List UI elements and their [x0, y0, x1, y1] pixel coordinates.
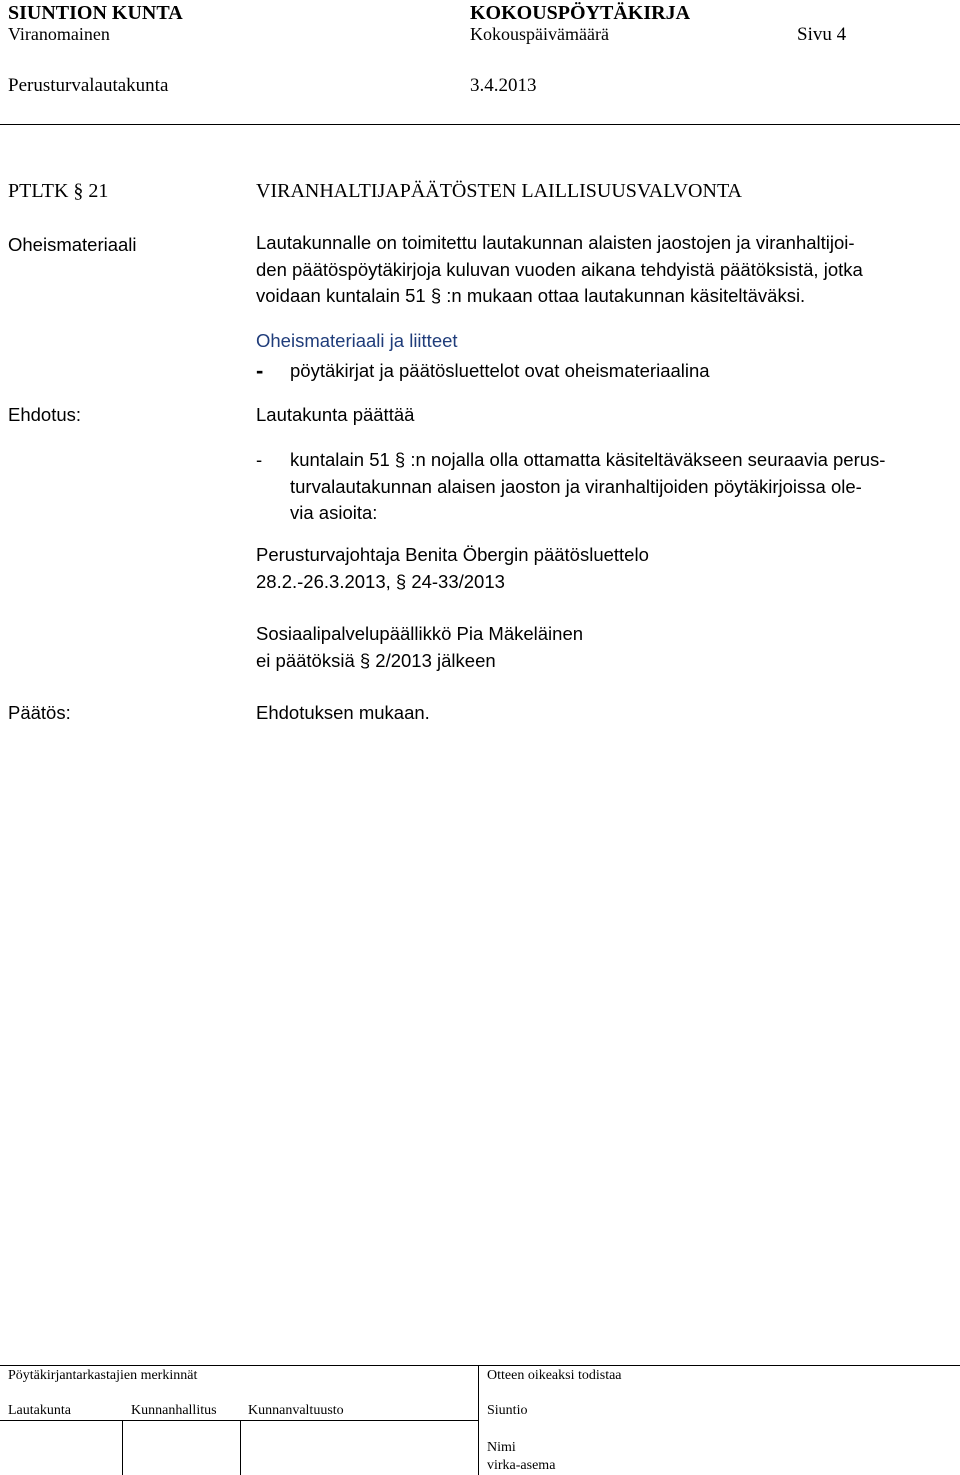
footer-col-divider-1 [122, 1420, 123, 1475]
intro-line: den päätöspöytäkirjoja kuluvan vuoden aikana tehdyistä päätöksistä, jotka [256, 258, 863, 280]
decision-list-entry-1 [256, 542, 649, 595]
intro-line: Lautakunnalle on toimitettu lautakunnan alaisten jaostojen ja viranhaltijoi- [256, 232, 855, 253]
certified-label: Otteen oikeaksi todistaa [487, 1368, 622, 1383]
section-number: PTLTK § 21 [8, 180, 109, 202]
section-title: VIRANHALTIJAPÄÄTÖSTEN LAILLISUUSVALVONTA [256, 180, 742, 202]
entry-line: ei päätöksiä § 2/2013 jälkeen [256, 649, 496, 671]
proposal-label: Ehdotus: [8, 404, 82, 425]
page-number: Sivu 4 [797, 24, 847, 45]
intro-line: voidaan kuntalain 51 § :n mukaan ottaa lautakunnan käsiteltäväksi. [256, 285, 806, 306]
intro-paragraph [256, 230, 863, 310]
organization-name: SIUNTION KUNTA [8, 2, 183, 24]
checkers-label: Pöytäkirjantarkastajien merkinnät [8, 1368, 198, 1383]
proposal-item [290, 447, 885, 527]
attachments-item: pöytäkirjat ja päätösluettelot ovat oheismateriaalina [290, 360, 710, 381]
footer-col-kunnanhallitus: Kunnanhallitus [131, 1403, 217, 1418]
decision-list-entry-2 [256, 621, 583, 674]
footer-center-divider [478, 1365, 479, 1475]
header-divider [0, 124, 960, 125]
proposal-item-line: kuntalain 51 § :n nojalla olla ottamatta käsiteltäväkseen seuraavia perus- [290, 449, 886, 470]
title-label: virka-asema [487, 1458, 556, 1473]
authority-label: Viranomainen [8, 24, 110, 44]
date-label: Kokouspäivämäärä [470, 24, 609, 44]
attachments-label: Oheismateriaali [8, 234, 137, 255]
name-label: Nimi [487, 1440, 516, 1455]
proposal-item-line: via asioita: [290, 502, 378, 523]
proposal-dash: - [256, 449, 263, 470]
entry-line: Perusturvajohtaja Benita Öbergin päätösluettelo [256, 544, 649, 565]
document-type: KOKOUSPÖYTÄKIRJA [470, 2, 691, 24]
entry-line: Sosiaalipalvelupäällikkö Pia Mäkeläinen [256, 623, 584, 644]
footer-top-rule [0, 1365, 960, 1366]
proposal-heading: Lautakunta päättää [256, 404, 415, 425]
decision-text: Ehdotuksen mukaan. [256, 702, 430, 723]
proposal-item-line: turvalautakunnan alaisen jaoston ja viranhaltijoiden pöytäkirjoissa ole- [290, 475, 862, 497]
certified-place: Siuntio [487, 1403, 528, 1418]
attachments-heading: Oheismateriaali ja liitteet [256, 330, 458, 351]
meeting-date: 3.4.2013 [470, 75, 537, 96]
attachments-dash: - [256, 358, 264, 383]
authority-name: Perusturvalautakunta [8, 75, 169, 96]
footer-col-kunnanvaltuusto: Kunnanvaltuusto [248, 1403, 344, 1418]
footer-col-lautakunta: Lautakunta [8, 1403, 71, 1418]
footer-signature-rule [0, 1420, 478, 1421]
entry-line: 28.2.-26.3.2013, § 24-33/2013 [256, 570, 505, 592]
decision-label: Päätös: [8, 702, 71, 723]
footer-col-divider-2 [240, 1420, 241, 1475]
